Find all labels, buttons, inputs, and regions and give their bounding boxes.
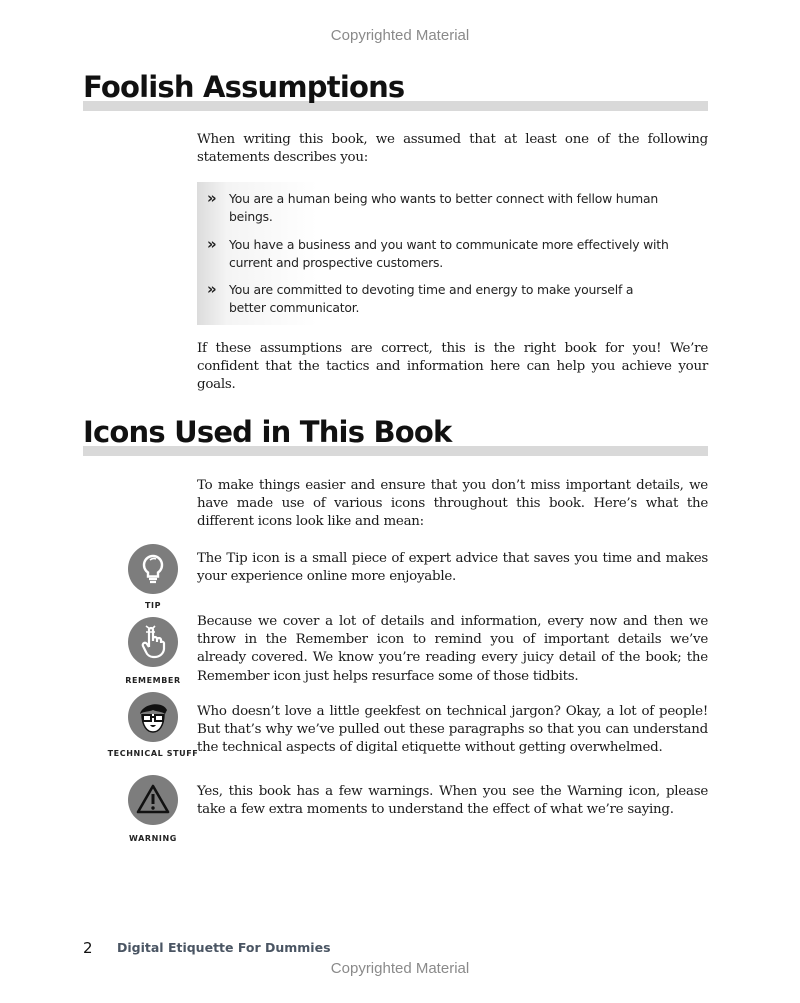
double-chevron-icon: » [207, 280, 217, 298]
icon-label-technical-stuff: TECHNICAL STUFF [107, 749, 199, 758]
list-item-text: You are committed to devoting time and energy to make yourself a better communicator. [229, 282, 634, 315]
page-number: 2 [83, 939, 93, 957]
list-item [207, 235, 669, 272]
list-item-text: You have a business and you want to communicate more effectively with current and prospective customers. [229, 237, 669, 270]
finger-string-icon [128, 617, 178, 667]
section-heading-icons: Icons Used in This Book [83, 415, 452, 449]
double-chevron-icon: » [207, 189, 217, 207]
warning-description: Yes, this book has a few warnings. When you see the Warning icon, please take a few extra moments to understand the effect of what we’re saying. [197, 784, 708, 818]
assumptions-outro: If these assumptions are correct, this is the right book for you! We’re confident that the tactics and information here can help you achieve your goals. [197, 341, 708, 393]
copyright-watermark-top: Copyrighted Material [330, 27, 470, 44]
assumptions-list [197, 182, 708, 325]
icon-label-warning: WARNING [129, 834, 177, 843]
warning-triangle-icon [128, 775, 178, 825]
list-item-text: You are a human being who wants to better connect with fellow human beings. [229, 191, 659, 224]
remember-description: Because we cover a lot of details and information, every now and then we throw in the Remember icon to remind you of important details we’ve already covered. We know you’re reading every juicy detail of the book; the Remember icon just helps resurface some of those tidbits. [197, 614, 708, 684]
nerd-face-icon [128, 692, 178, 742]
assumptions-intro: When writing this book, we assumed that at least one of the following statements describes you: [197, 132, 708, 166]
icons-intro: To make things easier and ensure that you don’t miss important details, we have made use of various icons throughout this book. Here’s what the different icons look like and mean: [197, 478, 708, 530]
tip-description: The Tip icon is a small piece of expert advice that saves you time and makes your experience online more enjoyable. [197, 551, 708, 585]
running-footer-title: Digital Etiquette For Dummies [117, 940, 331, 955]
double-chevron-icon: » [207, 235, 217, 253]
icon-label-remember: REMEMBER [125, 676, 181, 685]
list-item [207, 280, 669, 317]
icon-label-tip: TIP [144, 601, 162, 610]
section-heading-foolish-assumptions: Foolish Assumptions [83, 70, 405, 104]
lightbulb-icon [128, 544, 178, 594]
copyright-watermark-bottom: Copyrighted Material [330, 960, 470, 977]
technical-stuff-description: Who doesn’t love a little geekfest on technical jargon? Okay, a lot of people! But that’s why we’ve pulled out these paragraphs so that you can understand the technical aspects of digital etiquette without getting overwhelmed. [197, 704, 708, 756]
list-item [207, 189, 669, 226]
